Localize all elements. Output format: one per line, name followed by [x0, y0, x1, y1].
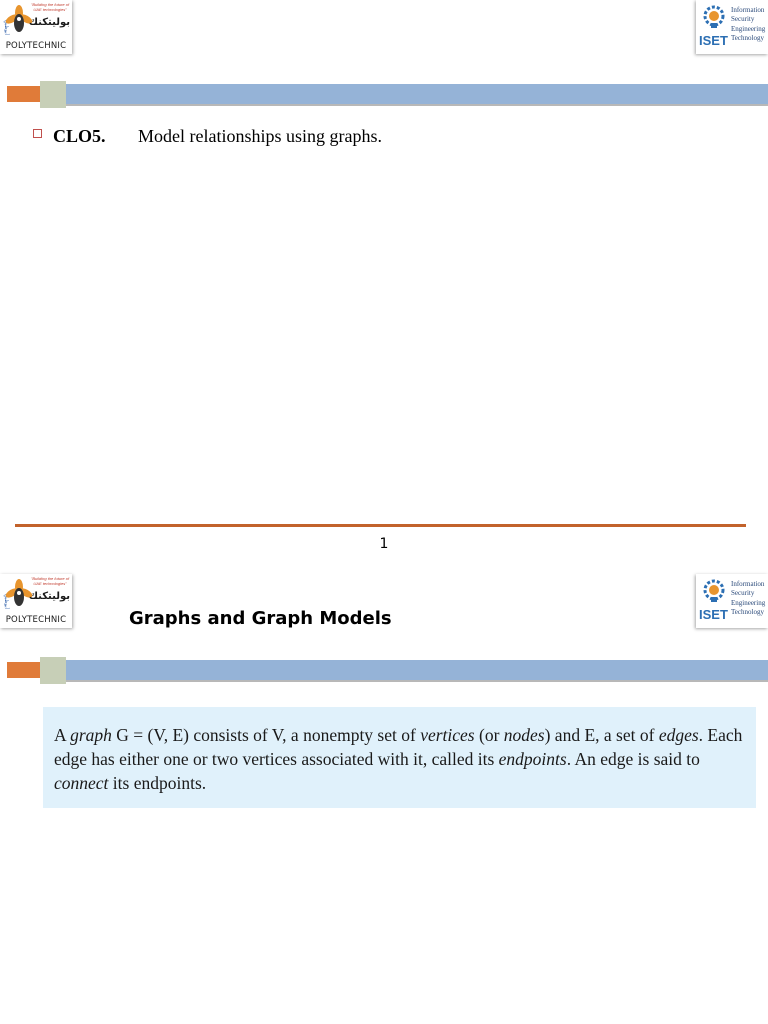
- iset-description: [731, 580, 767, 617]
- iset-line: Security: [731, 15, 755, 24]
- graph-definition-text: [54, 723, 748, 795]
- iset-abbreviation: ISET: [699, 607, 728, 622]
- header-bar-grey: [40, 657, 66, 684]
- logo-vertical-text: أبوظبي: [3, 594, 9, 610]
- iset-logo: [696, 574, 768, 628]
- header-bar-blue: [66, 84, 768, 106]
- clo-text: Model relationships using graphs.: [138, 126, 382, 146]
- logo-arabic-name: بوليتكنك: [28, 17, 70, 28]
- term-connect: connect: [54, 773, 109, 793]
- def-text-segment: . Each edge has either one or two vertices associated with it, called its: [54, 725, 743, 769]
- header-bar: [0, 84, 768, 104]
- bullet-square-icon: [33, 129, 42, 138]
- iset-line: Information: [731, 6, 765, 14]
- header-bar-grey: [40, 81, 66, 108]
- def-text-segment: G = (V, E) consists of V, a nonempty set of: [111, 725, 421, 745]
- page-number: 1: [379, 536, 389, 552]
- logo-tagline: "Building the future of UAE technologies": [30, 576, 70, 586]
- clo-label: CLO5.: [53, 126, 106, 146]
- logo-name: POLYTECHNIC: [5, 615, 67, 625]
- graph-definition-box: [43, 707, 756, 808]
- header-bar-orange: [7, 86, 40, 102]
- header-bar: [0, 660, 768, 680]
- clo-bullet: [33, 126, 382, 146]
- term-graph: graph: [70, 725, 112, 745]
- def-text-segment: ) and E, a set of: [544, 725, 659, 745]
- term-vertices: vertices: [420, 725, 475, 745]
- slide-title: Graphs and Graph Models: [129, 608, 392, 629]
- logo-vertical-text: أبوظبي: [3, 20, 9, 36]
- iset-line: Information: [731, 580, 765, 588]
- iset-line: Security: [731, 589, 755, 598]
- iset-line: Technology: [731, 607, 764, 616]
- gear-bulb-icon: [700, 4, 728, 34]
- iset-line: Technology: [731, 33, 764, 42]
- logo-tagline: "Building the future of UAE technologies": [30, 2, 70, 12]
- iset-description: [731, 6, 767, 43]
- header-bar-blue: [66, 660, 768, 682]
- polytechnic-logo: [0, 574, 72, 628]
- iset-line: Engineering: [731, 24, 766, 33]
- gear-bulb-icon: [700, 578, 728, 608]
- iset-line: Engineering: [731, 598, 766, 607]
- term-nodes: nodes: [503, 725, 545, 745]
- logo-arabic-name: بوليتكنك: [28, 591, 70, 602]
- slide-2: [0, 574, 768, 1024]
- def-text-segment: . An edge is said to: [566, 749, 700, 769]
- term-edges: edges: [658, 725, 699, 745]
- def-text-segment: A: [54, 725, 71, 745]
- def-text-segment: (or: [474, 725, 504, 745]
- def-text-segment: its endpoints.: [108, 773, 207, 793]
- term-endpoints: endpoints: [498, 749, 567, 769]
- logo-name: POLYTECHNIC: [5, 41, 67, 51]
- header-bar-orange: [7, 662, 40, 678]
- polytechnic-logo: [0, 0, 72, 54]
- footer-divider: [15, 524, 746, 527]
- iset-logo: [696, 0, 768, 54]
- iset-abbreviation: ISET: [699, 33, 728, 48]
